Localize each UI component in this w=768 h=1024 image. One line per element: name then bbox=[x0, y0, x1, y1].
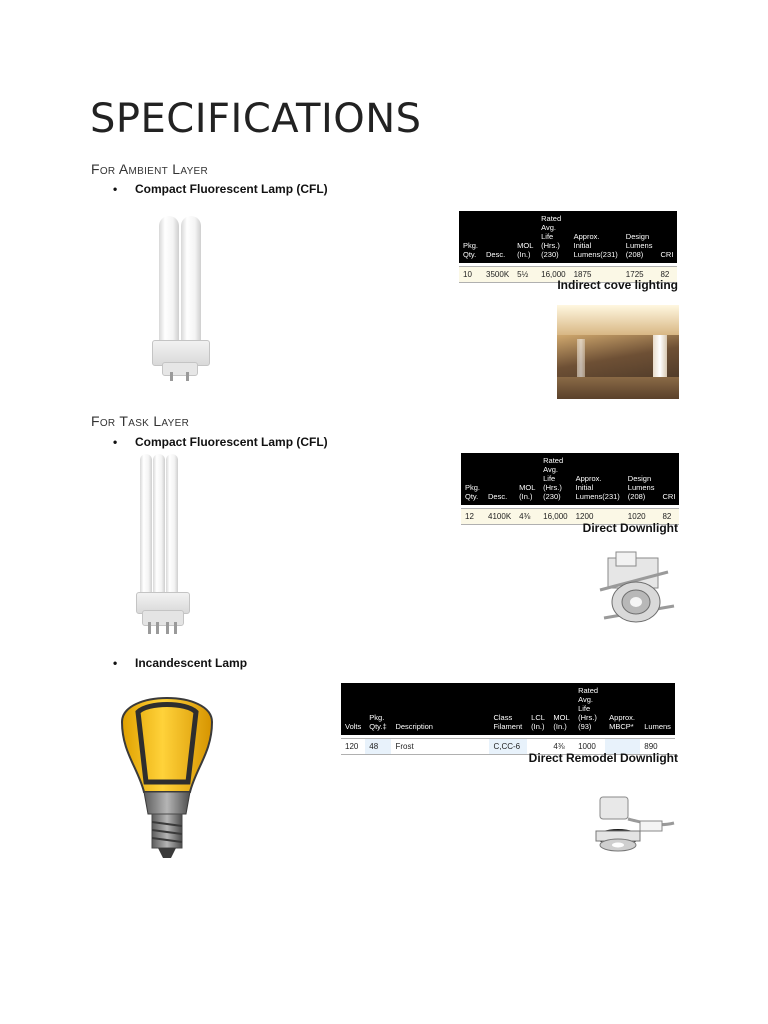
task-spec-table bbox=[461, 453, 679, 525]
table-header: Rated Avg. Life (Hrs.)(230) bbox=[539, 453, 571, 505]
table-header: Design Lumens (208) bbox=[624, 453, 659, 505]
table-header: Rated Avg. Life (Hrs.)(93) bbox=[574, 683, 605, 735]
table-cell: 4100K bbox=[484, 509, 515, 525]
table-header: Approx. Initial Lumens(231) bbox=[572, 453, 624, 505]
ambient-bullet-label: Compact Fluorescent Lamp (CFL) bbox=[135, 182, 328, 196]
table-header: MOL (In.) bbox=[513, 211, 537, 263]
table-header-row bbox=[459, 211, 677, 263]
table-cell: 82 bbox=[656, 267, 677, 283]
incandescent-bullet-label: Incandescent Lamp bbox=[135, 656, 248, 670]
table-header: Pkg. Qty. bbox=[459, 211, 482, 263]
remodel-downlight-fixture-image bbox=[584, 793, 678, 857]
table-header: Pkg. Qty. bbox=[461, 453, 484, 505]
table-header: Pkg. Qty.‡ bbox=[365, 683, 391, 735]
table-header: Rated Avg. Life (Hrs.)(230) bbox=[537, 211, 569, 263]
downlight-fixture-image bbox=[598, 550, 678, 640]
ambient-spec-table bbox=[459, 211, 677, 283]
ambient-heading: For Ambient Layer bbox=[91, 161, 209, 177]
table-cell: 16,000 bbox=[539, 509, 571, 525]
table-cell: 4⅜ bbox=[515, 509, 539, 525]
table-cell: Frost bbox=[391, 739, 489, 755]
task-caption: Direct Downlight bbox=[582, 521, 678, 535]
table-header: Desc. bbox=[484, 453, 515, 505]
table-cell: 1000 bbox=[574, 739, 605, 755]
cfl-lamp-image-ambient bbox=[150, 212, 212, 382]
cfl-lamp-image-task bbox=[134, 452, 192, 640]
table-cell: 82 bbox=[658, 509, 679, 525]
table-header: Desc. bbox=[482, 211, 513, 263]
incandescent-spec-table bbox=[341, 683, 675, 755]
task-heading: For Task Layer bbox=[91, 413, 190, 429]
table-cell: 4⅜ bbox=[549, 739, 574, 755]
bullet-icon: • bbox=[113, 656, 118, 670]
table-cell: 1875 bbox=[570, 267, 622, 283]
table-header: Approx. MBCP* bbox=[605, 683, 640, 735]
table-cell: C,CC-6 bbox=[489, 739, 527, 755]
incandescent-bullet bbox=[113, 656, 247, 670]
table-cell: 10 bbox=[459, 267, 482, 283]
ambient-caption: Indirect cove lighting bbox=[557, 278, 678, 292]
table-header: Class Filament bbox=[489, 683, 527, 735]
table-header: CRI bbox=[656, 211, 677, 263]
table-cell: 3500K bbox=[482, 267, 513, 283]
ambient-bullet bbox=[113, 182, 328, 196]
table-header-row bbox=[341, 683, 675, 735]
bullet-icon: • bbox=[113, 435, 118, 449]
table-cell: 1725 bbox=[622, 267, 657, 283]
task-bullet bbox=[113, 435, 328, 449]
table-cell: 48 bbox=[365, 739, 391, 755]
task-bullet-label: Compact Fluorescent Lamp (CFL) bbox=[135, 435, 328, 449]
table-header: Description bbox=[391, 683, 489, 735]
table-cell: 5½ bbox=[513, 267, 537, 283]
table-cell: 1200 bbox=[572, 509, 624, 525]
incandescent-lamp-image bbox=[108, 682, 226, 868]
page-title: SPECIFICATIONS bbox=[90, 96, 422, 142]
table-cell: 12 bbox=[461, 509, 484, 525]
table-header: Approx. Initial Lumens(231) bbox=[570, 211, 622, 263]
table-header: LCL (In.) bbox=[527, 683, 549, 735]
incandescent-caption: Direct Remodel Downlight bbox=[528, 751, 678, 765]
table-header: CRI bbox=[658, 453, 679, 505]
table-header: Lumens bbox=[640, 683, 675, 735]
table-header-row bbox=[461, 453, 679, 505]
table-cell: 120 bbox=[341, 739, 365, 755]
table-header: Design Lumens (208) bbox=[622, 211, 657, 263]
bullet-icon: • bbox=[113, 182, 118, 196]
table-header: MOL (In.) bbox=[515, 453, 539, 505]
table-cell: 890 bbox=[640, 739, 675, 755]
table-cell: 16,000 bbox=[537, 267, 569, 283]
cove-lighting-photo bbox=[557, 305, 679, 399]
table-header: MOL (In.) bbox=[549, 683, 574, 735]
table-header: Volts bbox=[341, 683, 365, 735]
table-cell: 1020 bbox=[624, 509, 659, 525]
